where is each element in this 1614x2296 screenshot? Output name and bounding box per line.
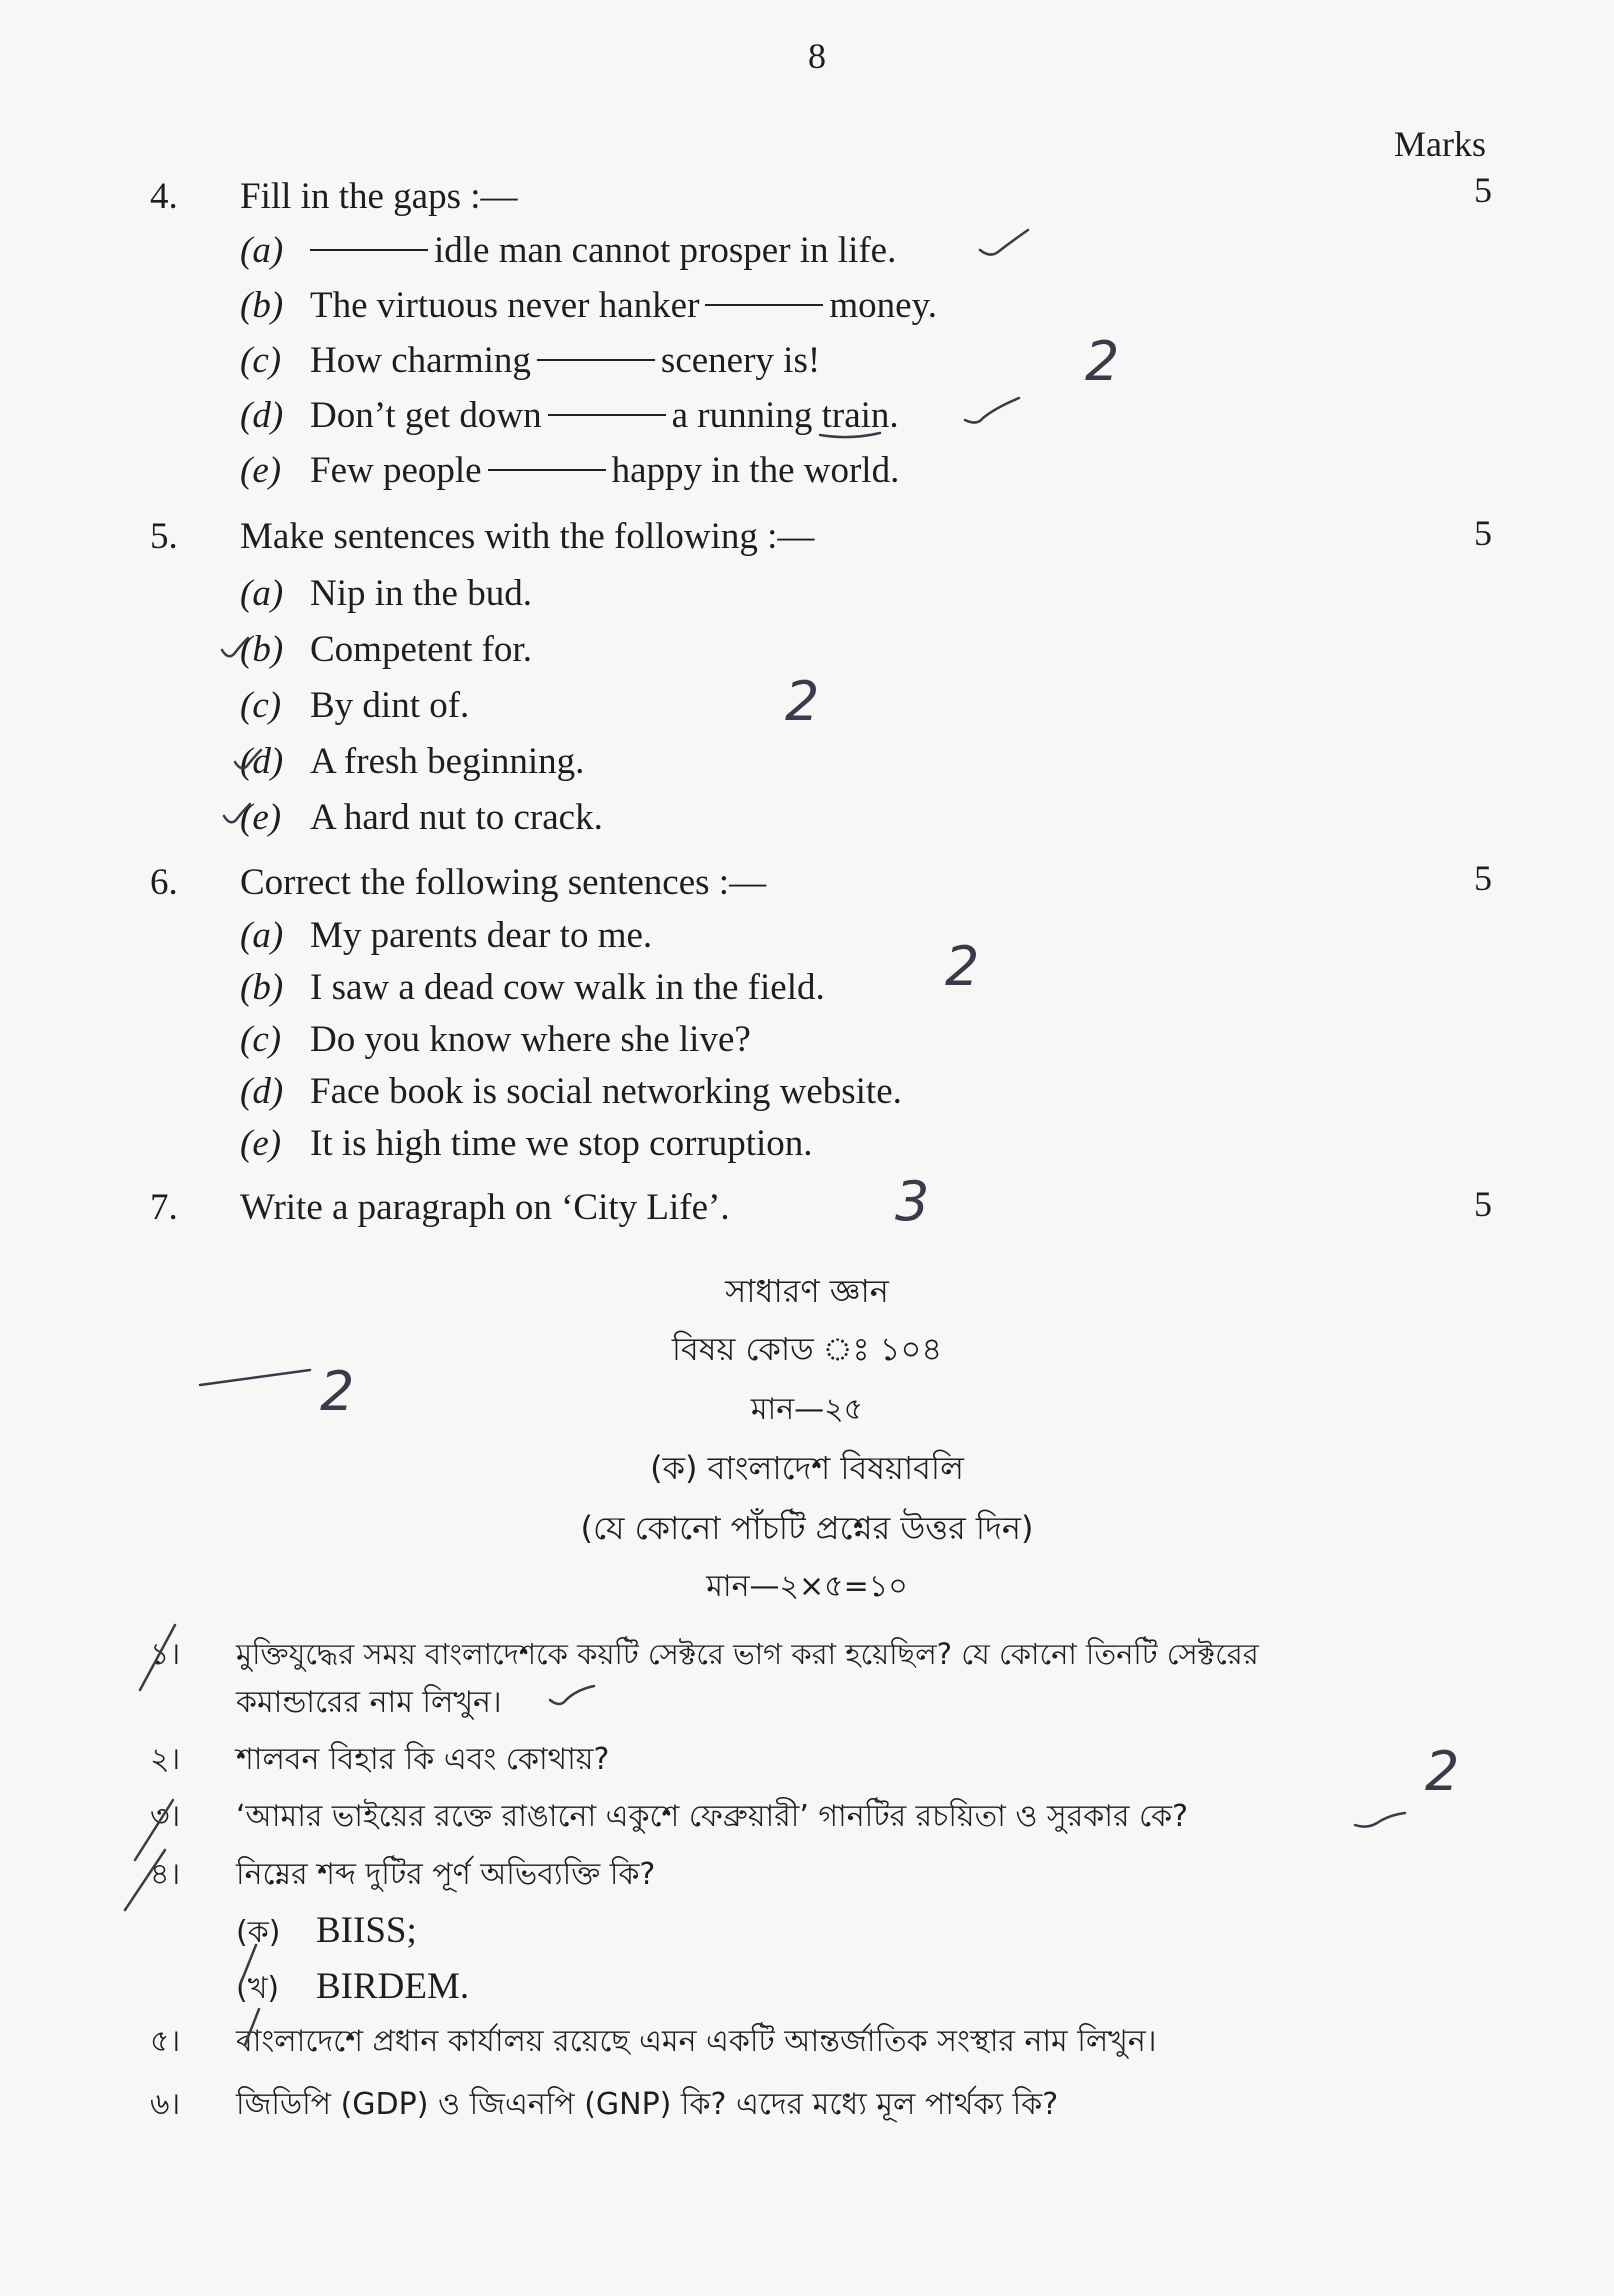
item-text: idle man cannot prosper in life. — [434, 230, 897, 271]
tick-mark-icon — [965, 398, 1019, 423]
item-text: It is high time we stop corruption. — [310, 1123, 813, 1164]
gk-question-4-sub-b — [236, 1968, 469, 2005]
gk-question-4-number: ৪। — [150, 1857, 181, 1892]
gk-section-title: (ক) বাংলাদেশ বিষয়াবলি — [650, 1449, 964, 1487]
item-text: Face book is social networking website. — [310, 1071, 902, 1112]
handwritten-score: 3 — [895, 1170, 930, 1233]
handwritten-score: 2 — [785, 670, 820, 733]
gk-question-3-text: ‘আমার ভাইয়ের রক্তে রাঙানো একুশে ফেব্রুয়ারী’ গানটির রচয়িতা ও সুরকার কে? — [236, 1799, 1189, 1834]
question-5-number: 5. — [150, 516, 178, 557]
sub-option-label: (ক) — [236, 1915, 281, 1950]
option-label: (c) — [240, 340, 282, 381]
handwritten-score: 2 — [1425, 1740, 1460, 1803]
tick-mark-icon — [980, 230, 1028, 255]
sub-option-label: (খ) — [236, 1971, 280, 2006]
question-6-number: 6. — [150, 862, 178, 903]
item-text: Nip in the bud. — [310, 573, 532, 614]
q6-item-b — [240, 969, 825, 1006]
handwritten-score: 2 — [1085, 330, 1120, 393]
gk-question-4-sub-a — [236, 1912, 417, 1949]
tick-mark-icon — [550, 1686, 594, 1704]
gap-blank — [548, 414, 666, 416]
item-text-before: The virtuous never hanker — [310, 285, 700, 326]
sub-option-text: BIRDEM. — [316, 1966, 470, 2007]
item-text: My parents dear to me. — [310, 915, 653, 956]
item-text: Competent for. — [310, 629, 532, 670]
gk-question-2-text: শালবন বিহার কি এবং কোথায়? — [236, 1742, 610, 1777]
option-label: (d) — [240, 741, 284, 782]
question-7-title: Write a paragraph on ‘City Life’. — [240, 1187, 730, 1228]
pen-stroke-icon — [200, 1370, 310, 1385]
item-text: Do you know where she live? — [310, 1019, 751, 1060]
option-label: (e) — [240, 797, 282, 838]
item-text-before: Don’t get down — [310, 395, 542, 436]
item-text-before: Few people — [310, 450, 482, 491]
option-label: (d) — [240, 395, 284, 436]
gap-blank — [310, 249, 428, 251]
option-label: (a) — [240, 915, 284, 956]
gk-subject-code: বিষয় কোড ঃ ১০৪ — [671, 1330, 943, 1368]
item-text: A hard nut to crack. — [310, 797, 603, 838]
option-label: (c) — [240, 685, 282, 726]
option-label: (b) — [240, 967, 284, 1008]
q5-item-b — [240, 631, 532, 668]
gk-question-4-text: নিম্নের শব্দ দুটির পূর্ণ অভিব্যক্তি কি? — [236, 1857, 656, 1892]
gk-question-2-number: ২। — [150, 1742, 181, 1777]
gap-blank — [537, 359, 655, 361]
item-text-after: happy in the world. — [611, 450, 900, 491]
gk-question-1-line2: কমান্ডারের নাম লিখুন। — [236, 1685, 502, 1720]
marks-column-header: Marks — [1394, 124, 1486, 164]
q4-item-e — [240, 452, 899, 489]
option-label: (c) — [240, 1019, 282, 1060]
gk-subject-title: সাধারণ জ্ঞান — [725, 1272, 889, 1310]
question-6-marks: 5 — [1474, 858, 1492, 898]
question-4-marks: 5 — [1474, 170, 1492, 210]
item-text: By dint of. — [310, 685, 470, 726]
q6-item-a — [240, 917, 652, 954]
q6-item-e — [240, 1125, 813, 1162]
question-6-title: Correct the following sentences :— — [240, 862, 767, 903]
q5-item-a — [240, 575, 532, 612]
question-5-title: Make sentences with the following :— — [240, 516, 815, 557]
q4-item-d — [240, 397, 899, 434]
item-text-after: money. — [829, 285, 937, 326]
handwritten-score: 2 — [320, 1360, 355, 1423]
option-label: (e) — [240, 1123, 282, 1164]
item-text-before: How charming — [310, 340, 531, 381]
option-label: (a) — [240, 230, 284, 271]
question-7-number: 7. — [150, 1187, 178, 1228]
q6-item-d — [240, 1073, 902, 1110]
q5-item-d — [240, 743, 584, 780]
gk-question-6-number: ৬। — [150, 2087, 181, 2122]
q4-item-c — [240, 342, 820, 379]
gk-question-3-number: ৩। — [150, 1799, 181, 1834]
gk-instruction: (যে কোনো পাঁচটি প্রশ্নের উত্তর দিন) — [580, 1509, 1034, 1547]
gap-blank — [488, 469, 606, 471]
gk-question-5-text: বাংলাদেশে প্রধান কার্যালয় রয়েছে এমন একটি আন্তর্জাতিক সংস্থার নাম লিখুন। — [236, 2024, 1157, 2059]
option-label: (e) — [240, 450, 282, 491]
q5-item-e — [240, 799, 603, 836]
gk-question-1-number: ১। — [150, 1637, 181, 1672]
item-text-after: a running train. — [671, 395, 899, 436]
page-number: 8 — [808, 36, 826, 76]
question-5-marks: 5 — [1474, 513, 1492, 553]
tick-mark-icon — [1355, 1813, 1405, 1827]
q5-item-c — [240, 687, 469, 724]
gk-question-1-line1: মুক্তিযুদ্ধের সময় বাংলাদেশকে কয়টি সেক্টরে ভাগ করা হয়েছিল? যে কোনো তিনটি সেক্টরের — [236, 1637, 1259, 1671]
gk-question-5-number: ৫। — [150, 2024, 181, 2059]
option-label: (b) — [240, 629, 284, 670]
gap-blank — [705, 304, 823, 306]
q4-item-a — [240, 232, 896, 269]
option-label: (a) — [240, 573, 284, 614]
item-text: A fresh beginning. — [310, 741, 585, 782]
q4-item-b — [240, 287, 937, 324]
gk-question-6-text: জিডিপি (GDP) ও জিএনপি (GNP) কি? এদের মধ্যে মূল পার্থক্য কি? — [236, 2087, 1059, 2122]
question-4-number: 4. — [150, 176, 178, 217]
option-label: (d) — [240, 1071, 284, 1112]
sub-option-text: BIISS; — [316, 1910, 417, 1951]
item-text-after: scenery is! — [660, 340, 821, 381]
gk-section-marks: মান—২×৫=১০ — [706, 1569, 908, 1604]
gk-total-marks: মান—২৫ — [750, 1392, 864, 1427]
handwritten-score: 2 — [945, 935, 980, 998]
option-label: (b) — [240, 285, 284, 326]
question-4-title: Fill in the gaps :— — [240, 176, 518, 217]
item-text: I saw a dead cow walk in the field. — [310, 967, 825, 1008]
question-7-marks: 5 — [1474, 1184, 1492, 1224]
q6-item-c — [240, 1021, 751, 1058]
